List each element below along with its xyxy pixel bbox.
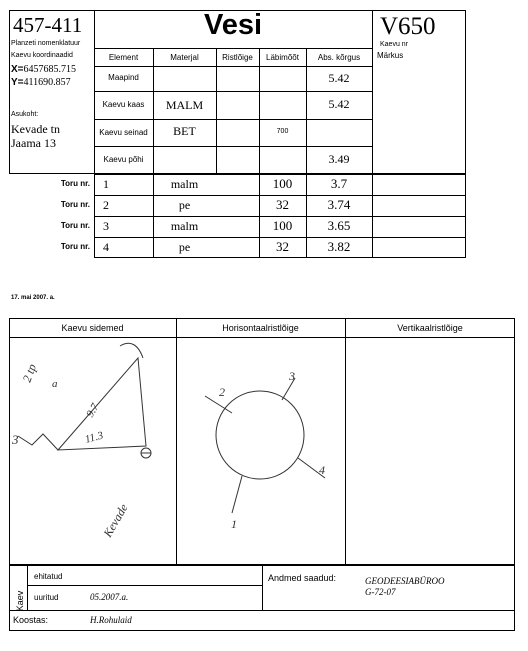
pipe-diameter: 32 [276, 197, 289, 212]
pipe-number: 2 [103, 198, 109, 212]
pipe-label: Toru nr. [60, 179, 90, 188]
row-height: 5.42 [328, 71, 350, 85]
pipe-material: pe [178, 198, 191, 212]
pipe-label: Toru nr. [60, 242, 90, 251]
location-label: Asukoht: [11, 111, 39, 118]
pipe-diameter: 100 [272, 176, 293, 191]
coordinates-label: Kaevu koordinaadid [11, 52, 73, 59]
col-header-diameter: Läbimõõt [266, 53, 299, 62]
pipe-number-label: 3 [289, 369, 295, 383]
location-line2: Jaama 13 [11, 136, 56, 150]
sketch-note: 11.3 [83, 429, 105, 446]
pipe-diameter: 100 [272, 218, 293, 233]
surveyed-label: uuritud [34, 593, 59, 602]
pipe-number-label: 4 [319, 463, 325, 477]
coordinate-x-label: X= [11, 64, 24, 75]
row-material: MALM [165, 98, 204, 112]
pipe-height: 3.82 [327, 239, 351, 254]
source-label: Andmed saadud: [268, 573, 337, 583]
horizontal-section-sketch [177, 338, 344, 564]
pipe-height: 3.7 [330, 176, 348, 191]
pipe-number: 3 [103, 219, 109, 233]
connections-sketch [10, 338, 176, 564]
pipe-number-label: 1 [231, 517, 237, 531]
side-label: Kaev [15, 590, 25, 612]
row-material: BET [173, 124, 196, 138]
col-header-note: Märkus [377, 51, 404, 60]
coordinate-y-value: 411690.857 [23, 77, 71, 88]
composed-value: H.Rohulaid [90, 615, 132, 625]
nomenclature-value: 457-411 [13, 13, 83, 37]
row-element: Kaevu kaas [102, 100, 145, 109]
panel-title-horizontal: Horisontaalristlõige [222, 323, 299, 333]
sketch-note: Kevade [100, 501, 131, 540]
pipe-material: malm [170, 177, 199, 191]
col-header-material: Materjal [170, 53, 199, 62]
pipe-diameter: 32 [276, 239, 289, 254]
row-height: 5.42 [328, 97, 350, 111]
row-element: Kaevu põhi [103, 155, 144, 164]
pipe-label: Toru nr. [60, 200, 90, 209]
pipe-height: 3.74 [327, 197, 351, 212]
col-header-section: Ristlõige [222, 53, 253, 62]
col-header-element: Element [108, 53, 139, 62]
sketch-note: 3 [12, 432, 19, 447]
pipe-material: malm [170, 219, 199, 233]
well-circle [216, 391, 304, 479]
pipe-material: pe [178, 240, 191, 254]
pipe-number-label: 2 [219, 385, 225, 399]
built-label: ehitatud [34, 572, 63, 581]
row-element: Maapind [108, 73, 139, 82]
well-number-value: V650 [380, 13, 436, 40]
well-number-label: Kaevu nr [380, 41, 409, 48]
sketch-note: 2 tp [19, 362, 40, 385]
panel-title-vertical: Vertikaalristlõige [397, 323, 463, 333]
street-curve [120, 343, 143, 358]
row-height: 3.49 [328, 152, 350, 166]
pipe-number: 4 [103, 240, 109, 254]
page-title: Vesi [203, 9, 263, 41]
pipe-number: 1 [103, 177, 109, 191]
surveyed-value: 05.2007.a. [90, 592, 129, 602]
panel-title-connections: Kaevu sidemed [61, 323, 124, 333]
row-element: Kaevu seinad [99, 128, 148, 137]
row-diameter: 700 [276, 128, 289, 135]
sketch-note: 9.7 [84, 401, 102, 420]
composed-label: Koostas: [13, 615, 49, 625]
date-stamp: 17. mai 2007. a. [11, 295, 55, 301]
coordinate-y [11, 77, 71, 88]
col-header-height: Abs. kõrgus [317, 53, 361, 62]
sketch-note: a [52, 378, 58, 390]
coordinate-y-label: Y= [11, 77, 24, 88]
pipe-line [232, 476, 242, 513]
pipe-label: Toru nr. [60, 221, 90, 230]
coordinate-x [11, 64, 76, 75]
pipe-height: 3.65 [327, 218, 351, 233]
coordinate-x-value: 6457685.715 [23, 64, 77, 75]
nomenclature-label: Planzeti nomenklatuur [11, 40, 81, 47]
source-line1: GEODEESIABÜROO [365, 576, 445, 586]
source-line2: G-72-07 [365, 587, 396, 597]
connection-line [18, 434, 58, 450]
location-line1: Kevade tn [11, 122, 60, 136]
